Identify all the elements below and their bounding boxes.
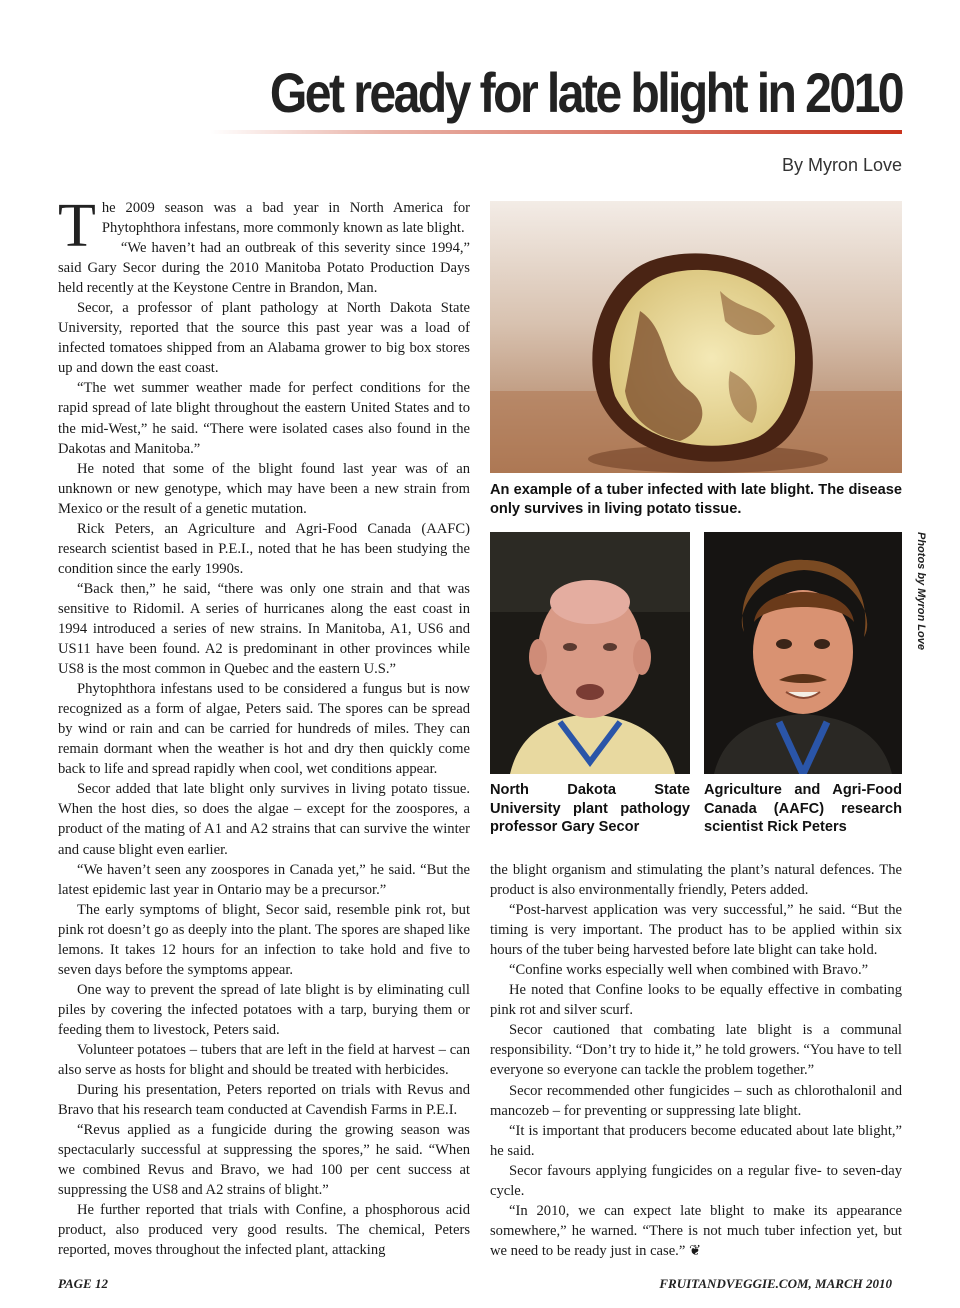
paragraph: “Back then,” he said, “there was only one strain and that was sensitive to Ridomil. A series of hurricanes along the east coast in 1994 introduced a series of new strains. In Manitoba, A1, US6 and US11 have been found. A2 is predominant in other provinces while US8 is the most common in Quebec and the eastern U.S.”	[58, 580, 470, 678]
paragraph: “We haven’t seen any zoospores in Canada yet,” he said. “But the latest epidemic last year in Ontario may be a precursor.”	[58, 861, 470, 898]
right-column	[490, 860, 902, 1261]
gary-secor-photo-caption: North Dakota State University plant pathology professor Gary Secor	[490, 782, 690, 835]
publication-footer: FRUITANDVEGGIE.COM, MARCH 2010	[659, 1276, 892, 1291]
paragraph: Secor, a professor of plant pathology at North Dakota State University, reported that the source this past year was a load of infected tomatoes shipped from an Alabama grower to big box stores up and down the east coast.	[58, 300, 470, 377]
gary-secor-photo	[490, 532, 690, 774]
rick-peters-photo-caption: Agriculture and Agri-Food Canada (AAFC) research scientist Rick Peters	[704, 782, 902, 835]
paragraph: Secor recommended other fungicides – such as chlorothalonil and mancozeb – for preventing or suppressing late blight.	[490, 1082, 902, 1119]
headline-rule	[210, 130, 902, 134]
page-number: PAGE 12	[58, 1276, 108, 1291]
photo-credit: Photos by Myron Love	[915, 532, 927, 650]
paragraph: “It is important that producers become educated about late blight,” he said.	[490, 1122, 902, 1159]
paragraph: “The wet summer weather made for perfect conditions for the rapid spread of late blight throughout the eastern United States and to the mid-West,” he said. “There were isolated cases also found in the Dakotas and Manitoba.”	[58, 380, 470, 457]
drop-cap: T	[58, 192, 96, 260]
byline: By Myron Love	[781, 155, 902, 175]
paragraph: “Revus applied as a fungicide during the growing season was spectacularly successful at suppressing the spores,” he said. “When we combined Revus and Bravo, we had 100 per cent success at suppressing the US8 and A2 strains of blight.”	[58, 1122, 470, 1199]
paragraph: One way to prevent the spread of late blight is by eliminating cull piles by covering the infected potatoes with a tarp, burying them or feeding them to livestock, Peters said.	[58, 981, 470, 1038]
paragraph: Volunteer potatoes – tubers that are left in the field at harvest – can also serve as hosts for blight and should be treated with herbicides.	[58, 1041, 470, 1079]
paragraph: During his presentation, Peters reported on trials with Revus and Bravo that his research team conducted at Cavendish Farms in P.E.I.	[58, 1082, 470, 1119]
paragraph: The 2009 season was a bad year in North America for Phytophthora infestans, more commonly known as late blight.	[58, 192, 470, 260]
paragraph: He noted that some of the blight found last year was of an unknown or new genotype, which may have been a new strain from Mexico or the result of a genetic mutation.	[58, 460, 470, 517]
paragraph: “In 2010, we can expect late blight to make its appearance somewhere,” he warned. “There is not much tuber infection yet, but we need to be ready just in case.” ❦	[490, 1202, 902, 1259]
paragraph: “We haven’t had an outbreak of this severity since 1994,” said Gary Secor during the 2010 Manitoba Potato Production Days held recently at the Keystone Centre in Brandon, Man.	[58, 240, 470, 297]
left-column	[58, 192, 470, 1260]
article-headline: Get ready for late blight in 2010	[269, 61, 902, 124]
paragraph: Phytophthora infestans used to be considered a fungus but is now recognized as a form of algae, Peters said. The spores can be spread by wind or rain and can be carried for hundreds of miles. They can remain dormant when the weather is hot and dry then quickly come back to life and spread rapidly when cool, wet conditions appear.	[58, 681, 470, 778]
paragraph: Secor cautioned that combating late blight is a communal responsibility. “Don’t try to hide it,” he told growers. “You have to tell everyone so everyone can tackle the problem together.”	[490, 1022, 902, 1079]
paragraph: the blight organism and stimulating the plant’s natural defences. The product is also environmentally friendly, Peters added.	[490, 862, 902, 899]
tuber-photo	[490, 201, 902, 473]
rick-peters-photo	[704, 532, 902, 774]
paragraph: “Confine works especially well when combined with Bravo.”	[509, 962, 869, 979]
paragraph: He further reported that trials with Confine, a phosphorous acid product, also produced very good results. The chemical, Peters reported, moves throughout the infected plant, attacking	[58, 1202, 470, 1259]
paragraph: Secor favours applying fungicides on a regular five- to seven-day cycle.	[490, 1162, 902, 1199]
paragraph: “Post-harvest application was very successful,” he said. “But the timing is very important. The product has to be applied within six hours of the tuber being harvested before late blight can take hold.	[490, 902, 902, 959]
paragraph: Rick Peters, an Agriculture and Agri-Food Canada (AAFC) research scientist based in P.E.I., noted that he has been studying the condition since the early 1990s.	[58, 520, 470, 577]
paragraph: The early symptoms of blight, Secor said, resemble pink rot, but pink rot doesn’t go as deeply into the plant. The spores are shaped like lemons. It takes 12 hours for an infection to take hold and five to seven days before the symptoms appear.	[58, 901, 470, 978]
paragraph: Secor added that late blight only survives in living potato tissue. When the host dies, so does the algae – except for the zoospores, a product of the mating of A1 and A2 strains that can survive the winter and cause blight even earlier.	[58, 781, 470, 858]
paragraph: He noted that Confine looks to be equally effective in combating pink rot and silver scurf.	[490, 982, 902, 1019]
tuber-photo-caption: An example of a tuber infected with late blight. The disease only survives in living potato tissue.	[490, 482, 902, 517]
